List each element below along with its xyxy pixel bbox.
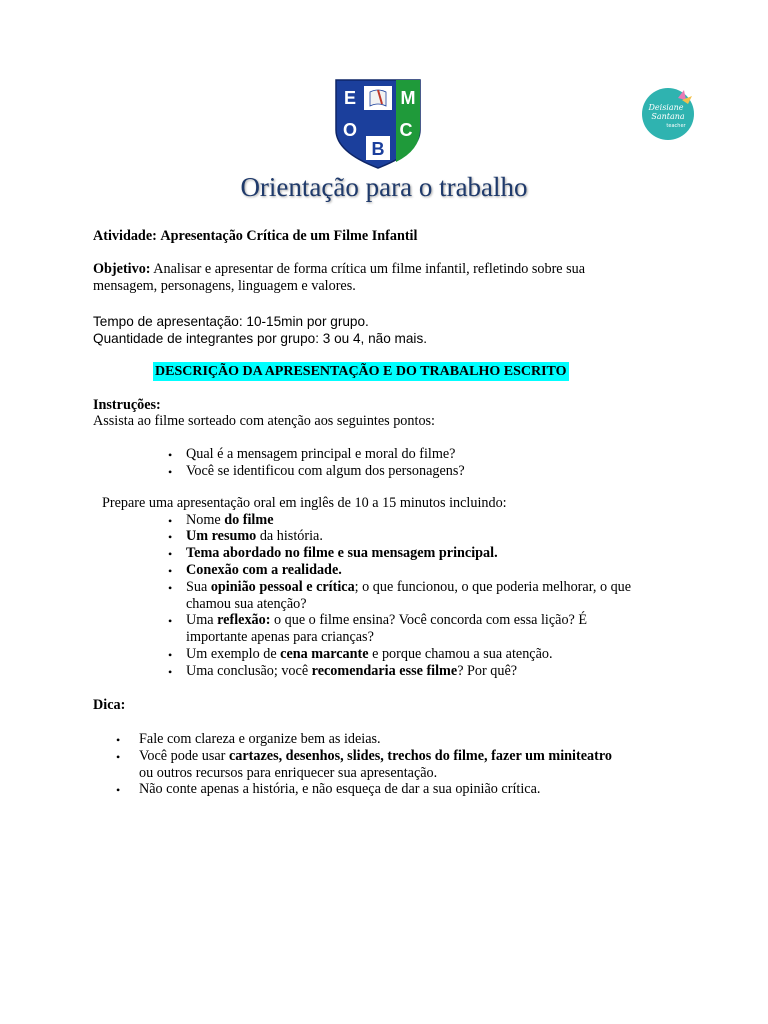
prepare-item-2 bbox=[186, 528, 323, 545]
prepare-item-6 bbox=[186, 612, 587, 629]
item-text: o que o filme ensina? Você concorda com essa lição? É bbox=[270, 612, 588, 628]
activity-line bbox=[93, 228, 417, 245]
item-text: Sua bbox=[186, 579, 211, 595]
item-text: Um exemplo de bbox=[186, 646, 281, 662]
item-text: e porque chamou a sua atenção. bbox=[368, 646, 553, 662]
teacher-badge bbox=[638, 86, 698, 141]
item-bold: do filme bbox=[224, 512, 274, 528]
group-info: Quantidade de integrantes por grupo: 3 ou 4, não mais. bbox=[93, 331, 428, 346]
prepare-item-4 bbox=[186, 562, 342, 579]
logo-letter-e: E bbox=[343, 88, 357, 108]
item-bold: Um resumo bbox=[186, 528, 257, 544]
item-text: ; o que funcionou, o que poderia melhorar, o que bbox=[354, 579, 632, 595]
item-text: Nome bbox=[186, 512, 225, 528]
bullet-icon: • bbox=[168, 581, 173, 595]
bullet-icon: • bbox=[116, 750, 121, 764]
bullet-icon: • bbox=[168, 648, 173, 662]
logo-letter-o: O bbox=[342, 120, 358, 140]
section-heading: DESCRIÇÃO DA APRESENTAÇÃO E DO TRABALHO ESCRITO bbox=[155, 364, 567, 379]
prepare-item-5 bbox=[186, 579, 631, 596]
prepare-item-5-cont: chamou sua atenção? bbox=[186, 596, 307, 612]
prepare-item-7 bbox=[186, 646, 553, 663]
item-text: da história. bbox=[256, 528, 323, 544]
badge-line2: Santana bbox=[651, 112, 685, 121]
bullet-icon: • bbox=[116, 783, 121, 797]
objective-line2: mensagem, personagens, linguagem e valores. bbox=[93, 278, 356, 294]
activity-label: Atividade: bbox=[93, 228, 157, 244]
item-bold: Tema abordado no filme e sua mensagem principal. bbox=[186, 545, 498, 561]
tip-2-cont: ou outros recursos para enriquecer sua apresentação. bbox=[139, 765, 438, 781]
item-text: Uma conclusão; você bbox=[186, 663, 312, 679]
tips-label-text: Dica: bbox=[93, 697, 126, 713]
instructions-intro: Assista ao filme sorteado com atenção aos seguintes pontos: bbox=[93, 413, 435, 429]
instruction-bullet: Qual é a mensagem principal e moral do filme? bbox=[186, 446, 456, 462]
instruction-bullet: Você se identificou com algum dos personagens? bbox=[186, 463, 465, 479]
bullet-icon: • bbox=[168, 530, 173, 544]
objective-text1: Analisar e apresentar de forma crítica um filme infantil, refletindo sobre sua bbox=[153, 261, 586, 277]
objective-label: Objetivo: bbox=[93, 261, 151, 277]
badge-line3: teacher bbox=[666, 123, 686, 129]
tip-3: Não conte apenas a história, e não esqueça de dar a sua opinião crítica. bbox=[139, 781, 541, 797]
instructions-label bbox=[93, 397, 161, 414]
page-title: Orientação para o trabalho bbox=[240, 172, 528, 202]
prepare-item-6-cont: importante apenas para crianças? bbox=[186, 629, 374, 645]
logo-letter-c: C bbox=[399, 120, 413, 140]
item-bold: recomendaria esse filme bbox=[311, 663, 458, 679]
prepare-item-8 bbox=[186, 663, 517, 680]
badge-line1: Deisiane bbox=[648, 103, 684, 112]
bullet-icon: • bbox=[168, 448, 173, 462]
prepare-intro: Prepare uma apresentação oral em inglês de 10 a 15 minutos incluindo: bbox=[102, 495, 507, 511]
item-bold: cartazes, desenhos, slides, trechos do filme, fazer um miniteatro bbox=[228, 748, 612, 764]
objective-line1 bbox=[93, 261, 585, 278]
bullet-icon: • bbox=[168, 465, 173, 479]
prepare-item-1 bbox=[186, 512, 274, 529]
bullet-icon: • bbox=[168, 564, 173, 578]
item-text: ? Por quê? bbox=[457, 663, 518, 679]
item-bold: Conexão com a realidade. bbox=[186, 562, 342, 578]
tip-2 bbox=[139, 748, 612, 765]
time-info: Tempo de apresentação: 10-15min por grupo. bbox=[93, 314, 369, 329]
bullet-icon: • bbox=[168, 665, 173, 679]
school-logo bbox=[334, 78, 422, 170]
item-bold: opinião pessoal e crítica bbox=[210, 579, 355, 595]
bullet-icon: • bbox=[168, 614, 173, 628]
bullet-icon: • bbox=[168, 547, 173, 561]
item-text: Você pode usar bbox=[139, 748, 229, 764]
logo-letter-b: B bbox=[371, 139, 385, 159]
bullet-icon: • bbox=[116, 733, 121, 747]
item-bold: reflexão: bbox=[217, 612, 271, 628]
tips-label bbox=[93, 697, 125, 714]
item-bold: cena marcante bbox=[280, 646, 369, 662]
item-text: Uma bbox=[186, 612, 218, 628]
prepare-item-3 bbox=[186, 545, 498, 562]
instructions-label-text: Instruções: bbox=[93, 397, 161, 413]
activity-text: Apresentação Crítica de um Filme Infantil bbox=[160, 228, 418, 244]
logo-letter-m: M bbox=[400, 88, 416, 108]
tip-1: Fale com clareza e organize bem as ideias. bbox=[139, 731, 381, 747]
bullet-icon: • bbox=[168, 514, 173, 528]
